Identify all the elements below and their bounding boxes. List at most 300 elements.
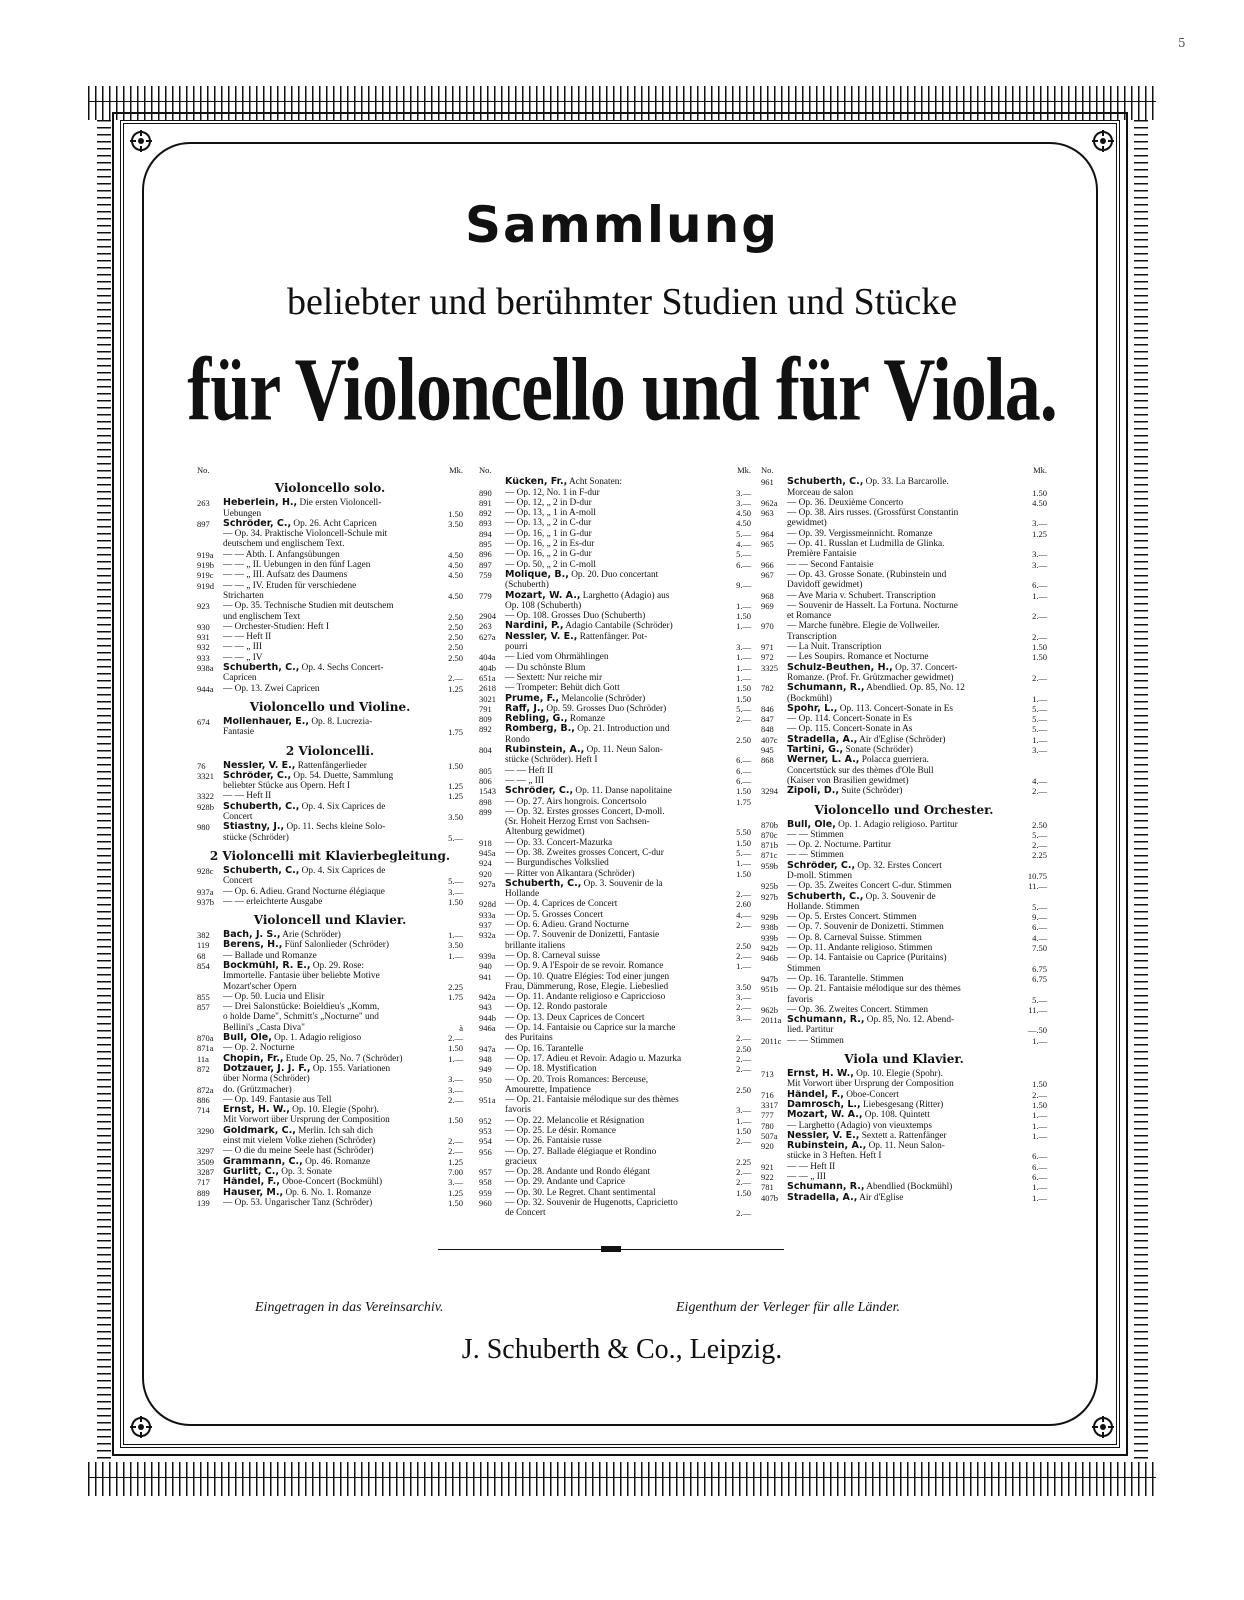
entry-title — [505, 601, 727, 611]
entry-title — [505, 1136, 727, 1146]
entry-price: 2.50 — [736, 1084, 751, 1095]
entry-title — [505, 889, 727, 899]
corner-ornament-icon — [128, 128, 154, 154]
work-title: Bellini's „Casta Diva" — [223, 1022, 305, 1033]
work-title: — Orchester-Studien: Heft I — [223, 621, 329, 632]
catalog-entry — [479, 1085, 751, 1095]
entry-number: 925b — [761, 881, 778, 892]
entry-title — [223, 591, 439, 601]
work-title: Op. 26. Acht Capricen — [293, 518, 377, 529]
work-title: Mit Vorwort über Ursprung der Composition — [787, 1079, 954, 1090]
entry-price: 6.— — [736, 765, 751, 776]
entry-title — [787, 1079, 1023, 1089]
work-title: — Op. 41. Russlan et Ludmilla de Glinka. — [787, 539, 945, 550]
entry-number: 938a — [197, 663, 214, 674]
catalog-entry — [479, 498, 751, 508]
catalog-entry — [761, 1193, 1047, 1203]
work-title: Air d'Eglise (Schröder) — [859, 734, 946, 745]
entry-title — [787, 964, 1023, 974]
entry-price: 3.50 — [736, 981, 751, 992]
catalog-entry — [761, 549, 1047, 559]
entry-number: 894 — [479, 528, 492, 539]
entry-title — [223, 601, 439, 611]
work-title: — Op. 16, „ 1 in G-dur — [505, 528, 592, 539]
work-title: — Op. 38. Zweites grosses Concert, C-dur — [505, 847, 664, 858]
work-title: — — „ IV. Etuden für verschiedene — [223, 580, 357, 591]
work-title: favoris — [505, 1105, 531, 1116]
entry-title — [787, 663, 1023, 673]
catalog-entry — [197, 1064, 463, 1074]
entry-title — [787, 601, 1023, 611]
work-title: — Lied vom Ohrmählingen — [505, 652, 609, 663]
work-title: Concertstück sur des thèmes d'Ole Bull — [787, 765, 934, 776]
catalog-entry — [761, 488, 1047, 498]
catalog-entry — [761, 724, 1047, 734]
entry-number: 781 — [761, 1182, 774, 1193]
catalog-entry — [479, 591, 751, 601]
entry-title — [787, 724, 1023, 734]
work-title: favoris — [787, 994, 813, 1005]
composer-name: Heberlein, H., — [223, 498, 298, 509]
work-title: (Bockmühl) — [787, 693, 832, 704]
work-title: Morceau de salon — [787, 487, 854, 498]
entry-price: 5.— — [448, 876, 463, 887]
composer-name: Ernst, H. W., — [223, 1105, 290, 1116]
catalog-entry — [197, 612, 463, 622]
entry-price: 1.— — [1032, 1120, 1047, 1131]
entry-title — [787, 953, 1023, 963]
catalog-entry — [479, 621, 751, 631]
catalog-entry — [479, 848, 751, 858]
work-title: Abendlied. Op. 85, No. 12 — [866, 683, 965, 694]
page-main-heading: für Violoncello und für Viola. — [187, 339, 1057, 440]
catalog-entry — [761, 621, 1047, 631]
entry-number: 890 — [479, 487, 492, 498]
ornamental-rule — [438, 1249, 784, 1250]
catalog-entry — [761, 892, 1047, 902]
entry-number: 971 — [761, 642, 774, 653]
catalog-entry — [761, 642, 1047, 652]
section-heading: Viola und Klavier. — [844, 1052, 964, 1067]
entry-number: 944b — [479, 1012, 496, 1023]
entry-price: 3.— — [736, 497, 751, 508]
work-title: — Op. 16, „ 2 in G-dur — [505, 549, 592, 560]
entry-title — [787, 1036, 1023, 1046]
entry-number: 893 — [479, 518, 492, 529]
catalog-entry — [197, 1033, 463, 1043]
work-title: Op. 3. Sonate — [281, 1166, 332, 1177]
entry-number: 870b — [761, 819, 778, 830]
entry-number: 947b — [761, 973, 778, 984]
entry-title — [223, 653, 439, 663]
catalog-entry — [197, 1043, 463, 1053]
entry-price: 4.— — [1032, 932, 1047, 943]
work-title: Polacca guerriera. — [861, 755, 929, 766]
work-title: Op. 4. Sechs Concert- — [301, 663, 384, 674]
entry-title — [505, 488, 727, 498]
catalog-entry — [197, 539, 463, 549]
entry-title — [505, 1177, 727, 1187]
work-title: — La Nuit. Transcription — [787, 642, 882, 653]
entry-number: 627a — [479, 631, 496, 642]
entry-title — [787, 922, 1023, 932]
work-title: — Souvenir de Hasselt. La Fortuna. Nocturne — [787, 600, 958, 611]
catalog-entry — [479, 580, 751, 590]
composer-name: Schumann, R., — [787, 1182, 865, 1193]
entry-title — [787, 673, 1023, 683]
entry-number: 928d — [479, 899, 496, 910]
catalog-entry — [479, 766, 751, 776]
entry-price: 1.— — [736, 1115, 751, 1126]
corner-ornament-icon — [128, 1414, 154, 1440]
entry-price: 5.— — [736, 847, 751, 858]
entry-price: 4.— — [1032, 775, 1047, 786]
work-title: Op. 54. Duette, Sammlung — [293, 770, 394, 781]
composer-name: Kücken, Fr., — [505, 477, 568, 488]
corner-ornament-icon — [1090, 128, 1116, 154]
catalog-entry — [479, 570, 751, 580]
work-title: Op. 85, No. 12. Abend- — [866, 1015, 955, 1026]
entry-price: 3.50 — [448, 940, 463, 951]
entry-number: 966 — [761, 559, 774, 570]
composer-name: Rebling, G., — [505, 714, 568, 725]
entry-title — [787, 621, 1023, 631]
work-title: — Les Soupirs. Romance et Nocturne — [787, 652, 929, 663]
entry-title — [223, 1012, 439, 1022]
entry-title — [787, 539, 1023, 549]
work-title: lied. Partitur — [787, 1025, 834, 1036]
catalog-entry — [761, 1151, 1047, 1161]
entry-number: 953 — [479, 1126, 492, 1136]
catalog-entry — [479, 972, 751, 982]
entry-number: 870a — [197, 1033, 214, 1044]
entry-title — [505, 560, 727, 570]
work-title: Op. 11. Sechs kleine Solo- — [286, 822, 386, 833]
entry-title — [787, 974, 1023, 984]
entry-title — [787, 1141, 1023, 1151]
entry-title — [505, 704, 727, 714]
entry-title — [223, 866, 439, 876]
entry-price: 2.— — [448, 1146, 463, 1157]
entry-price: 1.25 — [448, 683, 463, 694]
work-title: und englischem Text — [223, 611, 301, 622]
catalog-entry — [761, 735, 1047, 745]
composer-name: Werner, L. A., — [787, 755, 860, 766]
work-title: — Ballade und Romanze — [223, 950, 317, 961]
work-title: — Op. 9. A l'Espoir de se revoir. Romance — [505, 961, 664, 972]
composer-name: Schröder, C., — [223, 518, 292, 529]
work-title: — Op. 115. Concert-Sonate in As — [787, 724, 913, 735]
catalog-entry — [761, 1162, 1047, 1172]
entry-number: 895 — [479, 539, 492, 550]
work-title: — Op. 16. Tarantelle — [505, 1043, 584, 1054]
entry-number: 382 — [197, 930, 210, 941]
entry-title — [505, 1126, 727, 1136]
catalog-entry — [761, 1141, 1047, 1151]
entry-number: 944a — [197, 683, 214, 694]
entry-price: 2.— — [736, 1177, 751, 1188]
entry-number: 3021 — [479, 693, 496, 704]
entry-number: 870c — [761, 829, 778, 840]
catalog-entry — [479, 941, 751, 951]
catalog-entry — [479, 673, 751, 683]
catalog-entry — [761, 1069, 1047, 1079]
entry-title — [505, 1013, 727, 1023]
catalog-entry — [479, 899, 751, 909]
catalog-entry — [197, 591, 463, 601]
entry-number: 898 — [479, 796, 492, 807]
catalog-entry — [479, 982, 751, 992]
entry-price: 2.— — [736, 1002, 751, 1013]
entry-number: 868 — [761, 755, 774, 766]
entry-title — [505, 694, 727, 704]
work-title: Op. 10. Elegie (Spohr). — [292, 1105, 379, 1116]
entry-title — [223, 1157, 439, 1167]
entry-number: 3325 — [761, 662, 778, 673]
work-title: — — „ IV — [223, 652, 263, 663]
entry-title — [787, 1090, 1023, 1100]
entry-number: 956 — [479, 1146, 492, 1157]
entry-price: 4.50 — [736, 508, 751, 519]
entry-number: 932a — [479, 930, 496, 941]
entry-title — [223, 1085, 439, 1095]
entry-price: 2.— — [736, 1033, 751, 1044]
entry-number: 507a — [761, 1130, 778, 1141]
entry-title — [505, 591, 727, 601]
no-header: No. — [479, 465, 492, 475]
work-title: Sonate (Schröder) — [845, 745, 913, 756]
entry-title — [787, 881, 1023, 891]
entry-price: 2.— — [736, 950, 751, 961]
catalog-entry — [761, 508, 1047, 518]
entry-price: 7.00 — [448, 1166, 463, 1177]
work-title: Op. 108. Quintett — [864, 1110, 930, 1121]
entry-title — [787, 632, 1023, 642]
section-heading: 2 Violoncelli mit Klavierbegleitung. — [209, 848, 451, 863]
composer-name: Dotzauer, J. J. F., — [223, 1063, 311, 1074]
entry-title — [505, 972, 727, 982]
catalog-entry — [761, 755, 1047, 765]
entry-number: 941 — [479, 971, 492, 982]
catalog-entry — [761, 1015, 1047, 1025]
catalog-entry — [197, 887, 463, 897]
catalog-columns — [197, 465, 1047, 1221]
entry-title — [787, 704, 1023, 714]
work-title: Op. 59. Grosses Duo (Schröder) — [546, 703, 667, 714]
work-title: Op. 3. Souvenir de — [865, 891, 936, 902]
entry-title — [505, 1157, 727, 1167]
work-title: — — Heft II — [505, 765, 554, 776]
composer-name: Schuberth, C., — [787, 477, 864, 488]
entry-price: 5.— — [736, 528, 751, 539]
entry-title — [505, 776, 727, 786]
entry-number: 2011c — [761, 1035, 782, 1046]
catalog-entry — [197, 581, 463, 591]
entry-title — [223, 1054, 439, 1064]
entry-price: 4.50 — [448, 590, 463, 601]
work-title: — Trompeter: Behüt dich Gott — [505, 683, 620, 694]
entry-title — [505, 982, 727, 992]
entry-number: 927a — [479, 878, 496, 889]
composer-name: Händel, F., — [223, 1177, 280, 1188]
composer-name: Schuberth, C., — [223, 801, 300, 812]
work-title: Op. 8. Lucrezia- — [311, 716, 373, 727]
entry-number: 919d — [197, 580, 214, 591]
catalog-entry — [479, 879, 751, 889]
entry-number: 969 — [761, 600, 774, 611]
entry-title — [223, 1177, 439, 1187]
work-title: Amourette, Impatience — [505, 1084, 591, 1095]
catalog-entry — [197, 1023, 463, 1033]
catalog-entry — [761, 1182, 1047, 1192]
work-title: Die ersten Violoncell- — [299, 498, 382, 509]
catalog-entry — [197, 1126, 463, 1136]
catalog-entry — [197, 550, 463, 560]
entry-title — [505, 1054, 727, 1064]
catalog-entry — [479, 1188, 751, 1198]
entry-title — [223, 876, 439, 886]
catalog-entry — [479, 961, 751, 971]
entry-price: —.50 — [1027, 1025, 1047, 1036]
entry-number: 924 — [479, 858, 492, 869]
entry-title — [505, 663, 727, 673]
work-title: — Op. 12, No. 1 in F-dur — [505, 487, 600, 498]
entry-number: 782 — [761, 683, 774, 694]
entry-number: 11a — [197, 1053, 209, 1064]
entry-title — [787, 1110, 1023, 1120]
entry-title — [787, 871, 1023, 881]
entry-price: 1.75 — [448, 727, 463, 738]
entry-price: 1.50 — [448, 508, 463, 519]
catalog-entry — [761, 663, 1047, 673]
composer-name: Bockmühl, R. E., — [223, 960, 311, 971]
entry-number: 759 — [479, 569, 492, 580]
work-title: Etude Op. 25, No. 7 (Schröder) — [285, 1053, 403, 1064]
entry-title — [223, 1033, 439, 1043]
entry-price: 6.— — [736, 755, 751, 766]
entry-title — [787, 1121, 1023, 1131]
entry-price: 3.— — [736, 1105, 751, 1116]
entry-number: 946b — [761, 953, 778, 964]
work-title: — Op. 7. Souvenir de Donizetti. Stimmen — [787, 922, 944, 933]
catalog-entry — [479, 992, 751, 1002]
composer-name: Ernst, H. W., — [787, 1069, 854, 1080]
entry-number: 967 — [761, 569, 774, 580]
entry-price: 6.— — [1032, 1151, 1047, 1162]
entry-title — [787, 735, 1023, 745]
work-title: Larghetto (Adagio) aus — [582, 590, 670, 601]
entry-number: 945a — [479, 847, 496, 858]
catalog-entry — [479, 1157, 751, 1167]
work-title: Op. 113. Concert-Sonate in Es — [839, 703, 954, 714]
catalog-entry — [479, 601, 751, 611]
catalog-entry — [197, 1074, 463, 1084]
entry-number: 846 — [761, 703, 774, 714]
entry-price: 1.— — [1032, 1110, 1047, 1121]
entry-price: 2.25 — [736, 1156, 751, 1167]
entry-number: 918 — [479, 837, 492, 848]
catalog-entry — [479, 704, 751, 714]
entry-price: 3.— — [448, 1084, 463, 1095]
entry-number: 3509 — [197, 1156, 214, 1167]
catalog-entry — [761, 591, 1047, 601]
work-title: — Sextett: Nur reiche mir — [505, 672, 603, 683]
catalog-entry — [479, 1095, 751, 1105]
work-title: Rattenfänger. Pot- — [579, 631, 648, 642]
catalog-column-1 — [197, 465, 463, 1208]
entry-number: 855 — [197, 991, 210, 1002]
catalog-entry — [479, 807, 751, 817]
entry-title — [223, 833, 439, 843]
composer-name: Bach, J. S., — [223, 930, 281, 941]
entry-price: 1.— — [1032, 1192, 1047, 1203]
catalog-entry — [479, 477, 751, 487]
catalog-entry — [479, 1054, 751, 1064]
entry-title — [223, 570, 439, 580]
catalog-entry — [197, 802, 463, 812]
entry-title — [505, 1085, 727, 1095]
entry-title — [505, 848, 727, 858]
catalog-entry — [479, 1198, 751, 1208]
catalog-entry — [761, 518, 1047, 528]
entry-price: 4.50 — [448, 560, 463, 571]
entry-price: 4.50 — [736, 518, 751, 529]
entry-title — [505, 539, 727, 549]
entry-number: 404a — [479, 652, 496, 663]
entry-price: 1.— — [448, 930, 463, 941]
entry-number: 777 — [761, 1110, 774, 1121]
catalog-entry — [479, 776, 751, 786]
work-title: Liebesgesang (Ritter) — [862, 1099, 944, 1110]
entry-price: 2.50 — [448, 652, 463, 663]
entry-title — [223, 761, 439, 771]
entry-number: 68 — [197, 950, 206, 961]
entry-title — [505, 869, 727, 879]
work-title: des Puritains — [505, 1033, 553, 1044]
catalog-entry — [479, 539, 751, 549]
entry-price: 3.50 — [448, 518, 463, 529]
entry-number: 940 — [479, 961, 492, 972]
entry-title — [505, 879, 727, 889]
entry-price: 2.50 — [448, 611, 463, 622]
entry-price: 2.50 — [736, 940, 751, 951]
entry-number: 871c — [761, 850, 778, 861]
entry-title — [787, 861, 1023, 871]
entry-number: 927b — [761, 891, 778, 902]
catalog-entry — [479, 560, 751, 570]
entry-title — [787, 560, 1023, 570]
entry-price: 7.50 — [1032, 943, 1047, 954]
entry-title — [223, 1074, 439, 1084]
catalog-entry — [761, 995, 1047, 1005]
catalog-entry — [479, 694, 751, 704]
entry-title — [505, 1167, 727, 1177]
composer-name: Prume, F., — [505, 693, 559, 704]
entry-number: 3290 — [197, 1125, 214, 1136]
catalog-entry — [761, 964, 1047, 974]
entry-title — [787, 984, 1023, 994]
work-title: — Ritter von Alkantara (Schröder) — [505, 868, 635, 879]
entry-title — [787, 892, 1023, 902]
composer-name: Chopin, Fr., — [223, 1053, 284, 1064]
catalog-entry — [197, 1085, 463, 1095]
catalog-column-3 — [761, 465, 1047, 1203]
composer-name: Nessler, V. E., — [505, 631, 578, 642]
work-title: Romanze — [569, 714, 606, 725]
work-title: Merlin. Ich sah dich — [298, 1125, 374, 1136]
entry-price: 1.50 — [736, 611, 751, 622]
catalog-entry — [761, 704, 1047, 714]
